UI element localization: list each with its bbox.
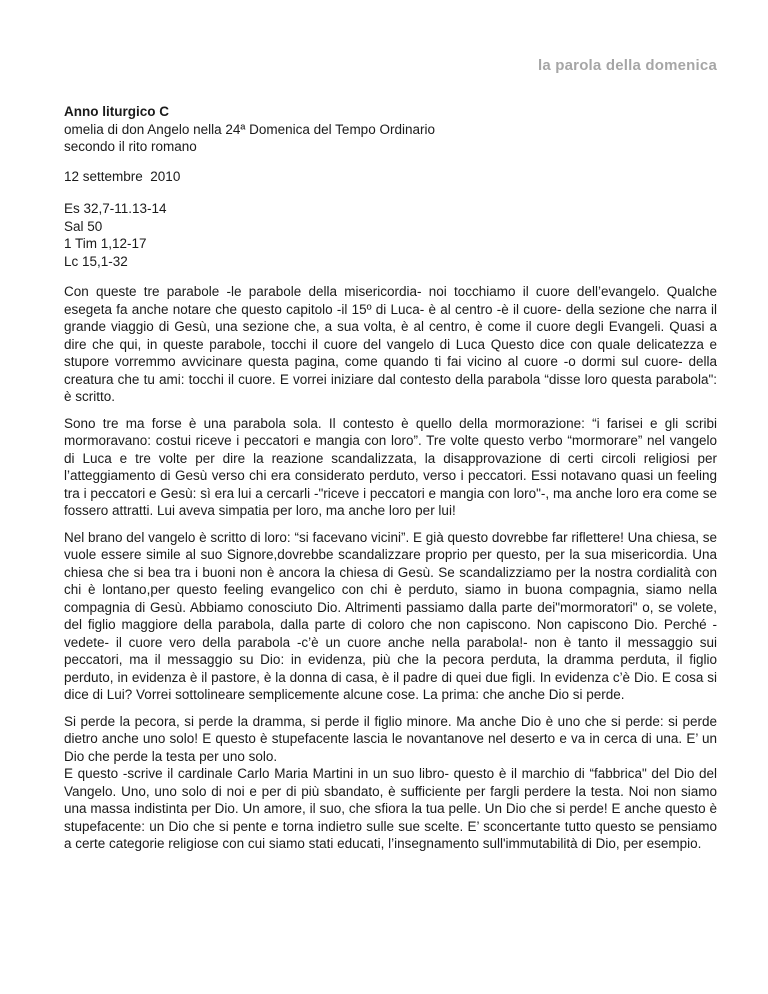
homily-paragraph: Nel brano del vangelo è scritto di loro: “si facevano vicini”. E già questo dovrebbe far riflettere! Una chiesa, se vuole essere simile al suo Signore,dovrebbe scandalizzare proprio per questo, per la sua misericordia. Una chiesa che si bea tra i buoni non è ancora la chiesa di Gesù. Se scandalizziamo per la nostra cordialità con chi è lontano,per questo feeling evangelico con chi è perduto, siamo in buona compagnia, siamo nella compagnia di Gesù. Abbiamo conosciuto Dio. Altrimenti passiamo dalla parte dei"mormoratori" o, se volete, del figlio maggiore della parabola, dalla parte di coloro che non capiscono. Non capiscono Dio. Perché -vedete- il cuore vero della parabola -c’è un cuore anche nella parabola!- non è tanto il messaggio sui peccatori, ma il messaggio su Dio: in evidenza, più che la pecora perduta, la dramma perduta, il figlio perduto, in evidenza è il pastore, è la donna di casa, è il padre di quei due figli. In evidenza c’è Dio. E cosa si dice di Lui? Vorrei sottolineare semplicemente alcune cose. La prima: che anche Dio si perde. [64,529,717,702]
homily-header [64,103,717,270]
readings-list [64,200,717,270]
reading-reference: Lc 15,1-32 [64,253,128,269]
homily-paragraph: Con queste tre parabole -le parabole della misericordia- noi tocchiamo il cuore dell’evangelo. Qualche esegeta fa anche notare che questo capitolo -il 15º di Luca- è al centro -è il cuore- della sezione che narra il grande viaggio di Gesù, una sezione che, a sua volta, è al centro, è come il cuore degli Evangeli. Quasi a dire che qui, in queste parabole, tocchi il cuore del vangelo di Luca Questo dice con quale delicatezza e stupore vorremmo avvicinare questa pagina, come quando ti fai vicino al cuore -o dormi sul cuore- della creatura che tu ami: tocchi il cuore. E vorrei iniziare dal contesto della parabola “disse loro questa parabola": è scritto. [64,284,717,404]
homily-paragraph: E questo -scrive il cardinale Carlo Maria Martini in un suo libro- questo è il marchio di “fabbrica" del Dio del Vangelo. Uno, uno solo di noi e per di più sbandato, è sufficiente per fargli perdere la testa. Noi non siamo una massa indistinta per Dio. Un amore, il suo, che sfiora la tua pelle. Un Dio che si perde! E anche questo è stupefacente: un Dio che si pente e torna indietro sulle sue scelte. E’ sconcertante tutto questo se pensiamo a certe categorie religiose con cui siamo stati educati, l’insegnamento sull'immutabilità di Dio, per esempio. [64,766,717,851]
homily-paragraph: Si perde la pecora, si perde la dramma, si perde il figlio minore. Ma anche Dio è uno che si perde: si perde dietro anche uno solo! E questo è stupefacente lascia le novantanove nel deserto e va in cerca di una. E’ un Dio che perde la testa per uno solo. [64,713,717,764]
rite-line: secondo il rito romano [64,139,197,154]
homily-paragraph: Sono tre ma forse è una parabola sola. Il contesto è quello della mormorazione: “i farisei e gli scribi mormoravano: costui riceve i peccatori e mangia con loro”. Tre volte questo verbo “mormorare” nel vangelo di Luca e tre volte per dire la reazione scandalizzata, la disapprovazione di certi circoli religiosi per l’atteggiamento di Gesù verso chi era considerato perduto, verso i peccatori. Essi notavano quasi un feeling tra i peccatori e Gesù: sì era lui a cercarli -"riceve i peccatori e mangia con loro"-, ma anche loro era come se fossero attratti. Lui aveva simpatia per loro, ma anche loro per lui! [64,415,717,518]
site-watermark: la parola della domenica [537,57,717,74]
reading-reference: Es 32,7-11.13-14 [64,201,167,216]
document-content [64,103,717,853]
liturgical-year-title: Anno liturgico C [64,104,169,119]
reading-reference: Sal 50 [64,218,103,234]
reading-reference: 1 Tim 1,12-17 [64,236,147,251]
homily-date: 12 settembre 2010 [64,168,181,184]
homily-body [64,283,717,853]
homily-subtitle: omelia di don Angelo nella 24ª Domenica del Tempo Ordinario [64,121,435,137]
